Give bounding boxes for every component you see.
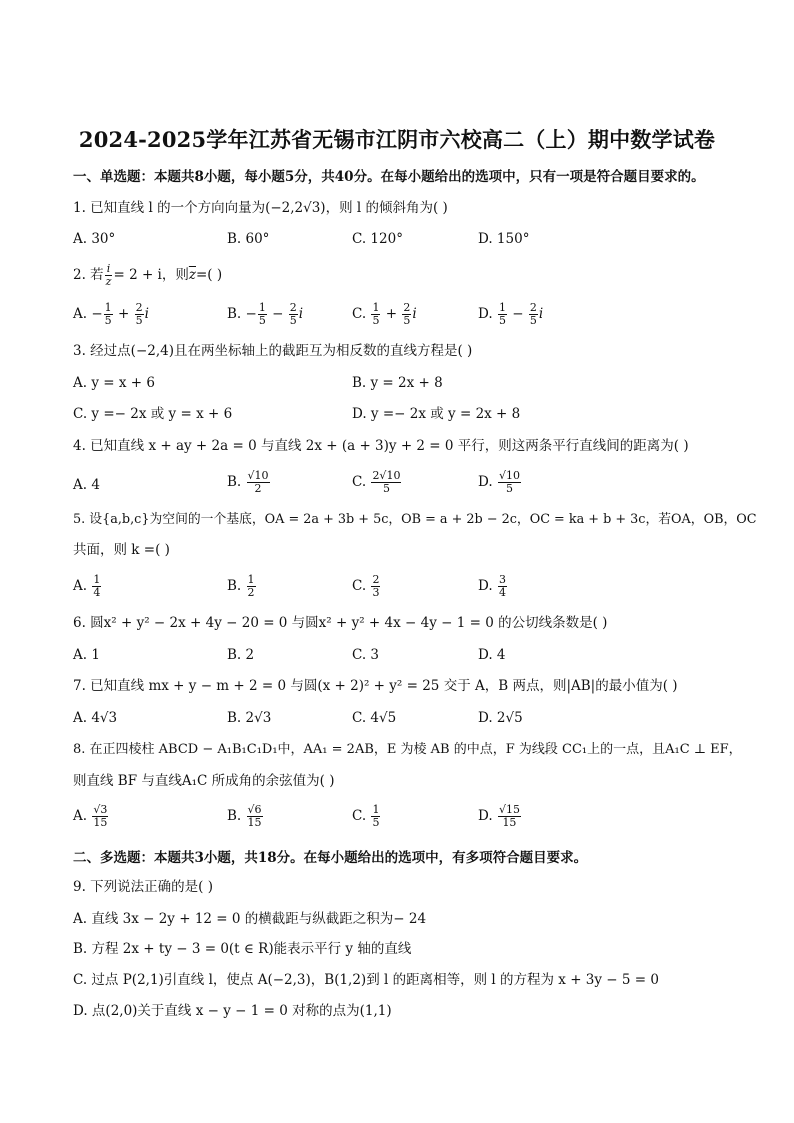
section-2-heading: 二、多选题：本题共3小题，共18分。在每小题给出的选项中，有多项符合题目要求。 (73, 850, 588, 866)
q9-option-b: B. 方程 2x + ty − 3 = 0(t ∈ R)能表示平行 y 轴的直线 (73, 941, 412, 957)
q7-option-a: A. 4√3 (73, 710, 118, 726)
q7-option-d: D. 2√5 (478, 710, 523, 726)
q3-option-c: C. y =− 2x 或 y = x + 6 (73, 406, 233, 422)
q2-option-b: B. − $\frac{1}{5}$ − $\frac{2}{5}$ i (227, 301, 304, 327)
q5-option-c: C. $\frac{2}{3}$ (352, 573, 380, 599)
q4-option-d: D. $\frac{√10}{5}$ (478, 469, 520, 495)
q1-option-a: A. 30° (73, 231, 116, 247)
q1-option-b: B. 60° (227, 231, 270, 247)
q1-stem: 1. 已知直线 l 的一个方向向量为(−2,2√3)，则 l 的倾斜角为( ) (73, 200, 448, 216)
q2-stem: 2. 若 $\frac{i}{z}$ = 2 + i，则$\overline{z}=$( ) (73, 262, 223, 288)
q4-option-b: B. $\frac{√10}{2}$ (227, 469, 269, 495)
q8-stem-line-2: 则直线 BF 与直线A₁C 所成角的余弦值为( ) (73, 773, 335, 789)
q5-option-b: B. $\frac{1}{2}$ (227, 573, 255, 599)
q7-stem: 7. 已知直线 mx + y − m + 2 = 0 与圆(x + 2)² + y² = 25 交于 A，B 两点，则|AB|的最小值为( ) (73, 678, 678, 694)
q5-stem-line-2: 共面，则 k =( ) (73, 542, 170, 558)
q6-stem: 6. 圆x² + y² − 2x + 4y − 20 = 0 与圆x² + y² + 4x − 4y − 1 = 0 的公切线条数是( ) (73, 615, 608, 631)
q2-option-a: A. − $\frac{1}{5}$ + $\frac{2}{5}$ i (73, 301, 149, 327)
q9-option-a: A. 直线 3x − 2y + 12 = 0 的横截距与纵截距之积为− 24 (73, 911, 427, 927)
q9-stem: 9. 下列说法正确的是( ) (73, 879, 213, 895)
q5-option-d: D. $\frac{3}{4}$ (478, 573, 506, 599)
q8-stem-line-1: 8. 在正四棱柱 ABCD − A₁B₁C₁D₁中，AA₁ = 2AB，E 为棱 AB 的中点，F 为线段 CC₁上的一点，且A₁C ⊥ EF， (73, 742, 742, 757)
q3-option-a: A. y = x + 6 (73, 375, 155, 391)
q1-option-d: D. 150° (478, 231, 530, 247)
q6-option-a: A. 1 (73, 647, 100, 663)
q1-option-c: C. 120° (352, 231, 403, 247)
q4-stem: 4. 已知直线 x + ay + 2a = 0 与直线 2x + (a + 3)y + 2 = 0 平行，则这两条平行直线间的距离为( ) (73, 438, 689, 454)
q7-option-c: C. 4√5 (352, 710, 397, 726)
q9-option-d: D. 点(2,0)关于直线 x − y − 1 = 0 对称的点为(1,1) (73, 1003, 392, 1019)
q7-option-b: B. 2√3 (227, 710, 272, 726)
q3-option-b: B. y = 2x + 8 (352, 375, 443, 391)
q2-option-d: D. $\frac{1}{5}$ − $\frac{2}{5}$ i (478, 301, 544, 327)
q8-option-b: B. $\frac{√6}{15}$ (227, 803, 262, 829)
q4-option-c: C. $\frac{2√10}{5}$ (352, 469, 401, 495)
q6-option-d: D. 4 (478, 647, 506, 663)
q8-option-a: A. $\frac{√3}{15}$ (73, 803, 108, 829)
q6-option-c: C. 3 (352, 647, 380, 663)
q8-option-d: D. $\frac{√15}{15}$ (478, 803, 520, 829)
q6-option-b: B. 2 (227, 647, 255, 663)
q2-option-c: C. $\frac{1}{5}$ + $\frac{2}{5}$ i (352, 301, 417, 327)
page-title: 2024-2025学年江苏省无锡市江阴市六校高二（上）期中数学试卷 (78, 127, 716, 152)
q3-stem: 3. 经过点(−2,4)且在两坐标轴上的截距互为相反数的直线方程是( ) (73, 343, 473, 359)
q5-option-a: A. $\frac{1}{4}$ (73, 573, 101, 599)
q5-stem-line-1: 5. 设{a,b,c}为空间的一个基底，OA = 2a + 3b + 5c，OB = a + 2b − 2c，OC = ka + b + 3c，若OA，OB，OC (73, 512, 757, 527)
q3-option-d: D. y =− 2x 或 y = 2x + 8 (352, 406, 521, 422)
q2-z-conjugate: $\overline{z}$ (188, 267, 196, 283)
q9-option-c: C. 过点 P(2,1)引直线 l，使点 A(−2,3)，B(1,2)到 l 的距离相等，则 l 的方程为 x + 3y − 5 = 0 (73, 972, 659, 988)
q2-fraction-i-over-z: $\frac{i}{z}$ (105, 262, 112, 288)
section-1-heading: 一、单选题：本题共8小题，每小题5分，共40分。在每小题给出的选项中，只有一项是符合题目要求的。 (73, 169, 705, 185)
q8-option-c: C. $\frac{1}{5}$ (352, 803, 380, 829)
q4-option-a: A. 4 (73, 477, 100, 493)
